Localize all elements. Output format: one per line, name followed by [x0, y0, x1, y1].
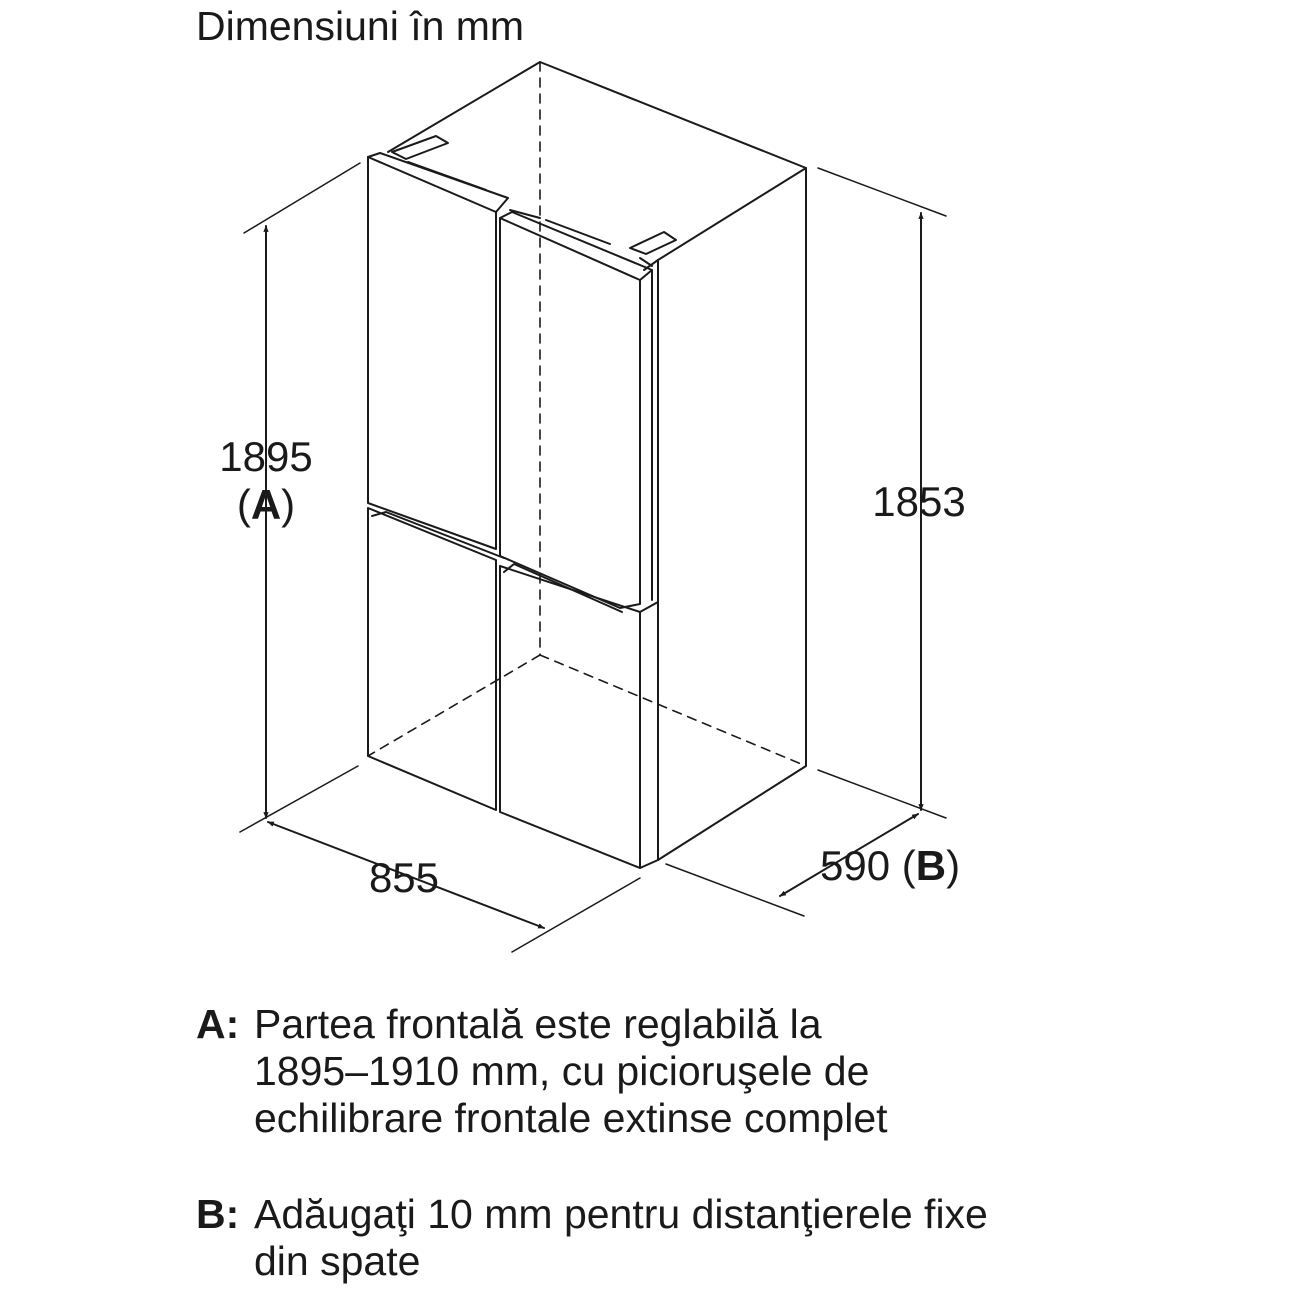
note-a-text — [254, 1001, 1154, 1142]
upper-right-door — [500, 212, 652, 608]
depth-590-label: 590 (B) — [820, 842, 961, 889]
height-1895-tag: (A) — [236, 481, 296, 528]
width-855-value: 855 — [368, 854, 440, 901]
height-1853-value: 1853 — [872, 478, 966, 525]
note-a-line: echilibrare frontale extinse complet — [254, 1095, 888, 1141]
fridge-cabinet — [388, 62, 806, 860]
note-a-key: A: — [196, 1001, 240, 1047]
top-hinges — [392, 136, 676, 266]
height-1895-value: 1895 — [219, 433, 313, 480]
note-a-line: Partea frontală este reglabilă la — [254, 1001, 822, 1047]
note-b-text — [254, 1191, 1154, 1285]
lower-right-door — [500, 564, 658, 868]
note-b-line: Adăugaţi 10 mm pentru distanţierele fixe — [254, 1191, 988, 1237]
note-b-key: B: — [196, 1191, 240, 1237]
upper-left-door — [368, 153, 508, 549]
extension-lines — [240, 163, 946, 952]
hidden-edges — [368, 62, 806, 766]
lower-left-door — [368, 508, 504, 810]
note-b-line: din spate — [254, 1238, 421, 1284]
note-a-line: 1895–1910 mm, cu picioruşele de — [254, 1048, 870, 1094]
dimension-lines — [266, 213, 921, 928]
diagram-title: Dimensiuni în mm — [196, 3, 525, 49]
